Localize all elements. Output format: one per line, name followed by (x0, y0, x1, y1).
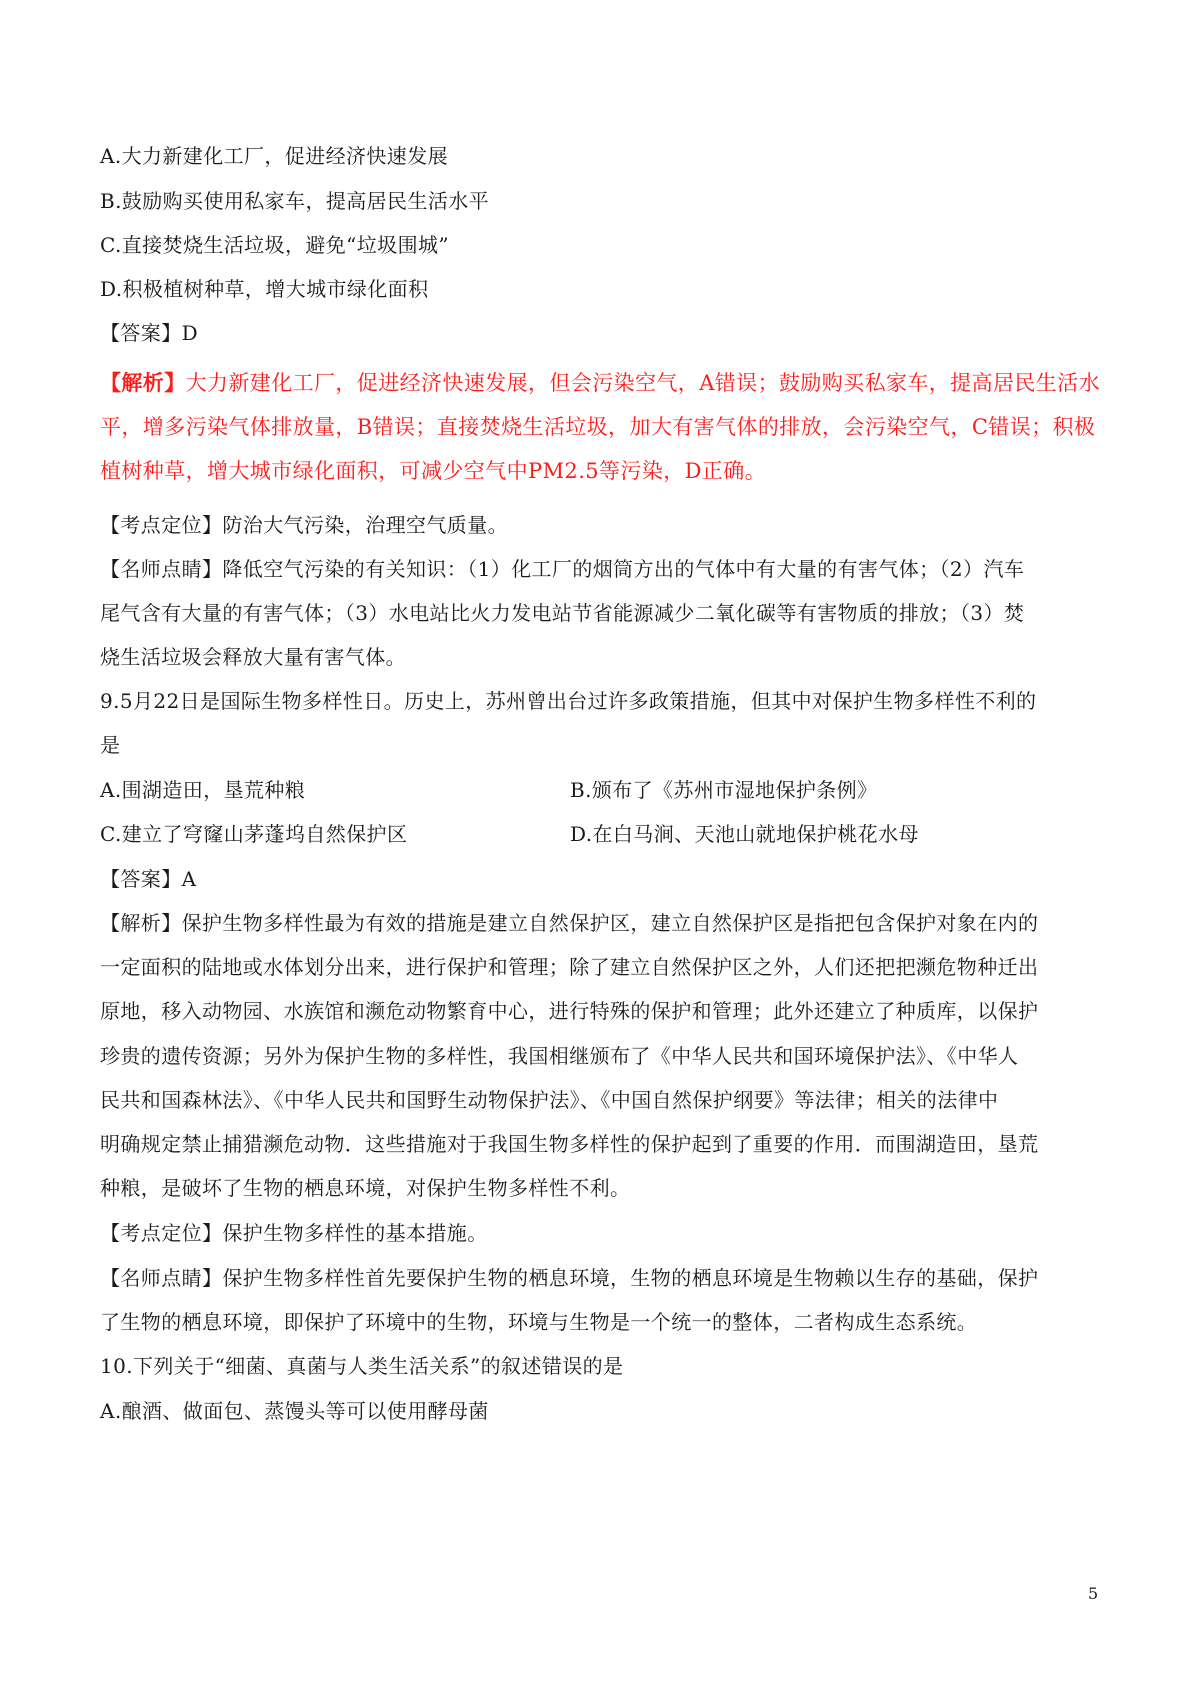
q9-analysis-line-4: 珍贵的遗传资源；另外为保护生物的多样性，我国相继颁布了《中华人民共和国环境保护法》、《中华人 (100, 1044, 1019, 1068)
analysis-red-text-1: 大力新建化工厂，促进经济快速发展，但会污染空气，A错误；鼓励购买私家车，提高居民生活水 (185, 371, 1100, 395)
analysis-red-line-2: 平，增多污染气体排放量，B错误；直接焚烧生活垃圾，加大有害气体的排放，会污染空气，C错误；积极 (100, 415, 1096, 439)
analysis-label: 【解析】 (100, 370, 186, 395)
analysis-red-line-3: 植树种草，增大城市绿化面积，可减少空气中PM2.5等污染，D正确。 (100, 459, 767, 483)
teacher-tip-line-2: 尾气含有大量的有害气体；（3）水电站比火力发电站节省能源减少二氧化碳等有害物质的排放；（3）焚 (100, 601, 1025, 625)
teacher-tip-line-3: 烧生活垃圾会释放大量有害气体。 (100, 645, 406, 669)
option-a-text: A.大力新建化工厂，促进经济快速发展 (100, 144, 449, 168)
q9-exam-point-line: 【考点定位】保护生物多样性的基本措施。 (100, 1221, 488, 1245)
question-9-line-1: 9.5月22日是国际生物多样性日。历史上，苏州曾出台过许多政策措施，但其中对保护生物多样性不利的 (100, 689, 1037, 713)
q9-analysis-line-1: 【解析】保护生物多样性最为有效的措施是建立自然保护区，建立自然保护区是指把包含保护对象在内的 (100, 911, 1039, 935)
q9-option-d: D.在白马涧、天池山就地保护桃花水母 (570, 822, 919, 846)
q9-analysis-line-2: 一定面积的陆地或水体划分出来，进行保护和管理；除了建立自然保护区之外，人们还把把濒危物种迁出 (100, 955, 1039, 979)
q9-answer-line: 【答案】A (100, 867, 197, 891)
q9-analysis-line-6: 明确规定禁止捕猎濒危动物．这些措施对于我国生物多样性的保护起到了重要的作用．而围湖造田，垦荒 (100, 1132, 1039, 1156)
q9-analysis-line-7: 种粮，是破坏了生物的栖息环境，对保护生物多样性不利。 (100, 1176, 631, 1200)
question-9-options-row-2 (100, 820, 1110, 848)
q9-option-b: B.颁布了《苏州市湿地保护条例》 (570, 778, 878, 802)
option-b-text: B.鼓励购买使用私家车，提高居民生活水平 (100, 189, 490, 213)
q9-teacher-tip-line-2: 了生物的栖息环境，即保护了环境中的生物，环境与生物是一个统一的整体，二者构成生态系统。 (100, 1310, 978, 1334)
q9-option-c: C.建立了穹窿山茅蓬坞自然保护区 (100, 822, 408, 846)
q9-option-a: A.围湖造田，垦荒种粮 (100, 778, 306, 802)
option-c-text: C.直接焚烧生活垃圾，避免“垃圾围城” (100, 233, 449, 257)
q9-analysis-line-3: 原地，移入动物园、水族馆和濒危动物繁育中心，进行特殊的保护和管理；此外还建立了种质库，以保护 (100, 999, 1039, 1023)
exam-point-line: 【考点定位】防治大气污染，治理空气质量。 (100, 513, 508, 537)
question-9-line-2: 是 (100, 733, 121, 757)
option-d-text: D.积极植树种草，增大城市绿化面积 (100, 277, 429, 301)
answer-line: 【答案】D (100, 321, 199, 345)
question-9-options-row-1 (100, 776, 1110, 804)
q10-option-a: A.酿酒、做面包、蒸馒头等可以使用酵母菌 (100, 1399, 489, 1423)
question-10-line: 10.下列关于“细菌、真菌与人类生活关系”的叙述错误的是 (100, 1354, 624, 1378)
q9-teacher-tip-line-1: 【名师点睛】保护生物多样性首先要保护生物的栖息环境，生物的栖息环境是生物赖以生存的基础，保护 (100, 1266, 1039, 1290)
analysis-red-line-1 (100, 369, 1110, 397)
q9-analysis-line-5: 民共和国森林法》、《中华人民共和国野生动物保护法》、《中国自然保护纲要》等法律；相关的法律中 (100, 1088, 999, 1112)
teacher-tip-line-1: 【名师点睛】降低空气污染的有关知识：（1）化工厂的烟筒方出的气体中有大量的有害气体；（2）汽车 (100, 557, 1025, 581)
page-number: 5 (1088, 1584, 1099, 1603)
